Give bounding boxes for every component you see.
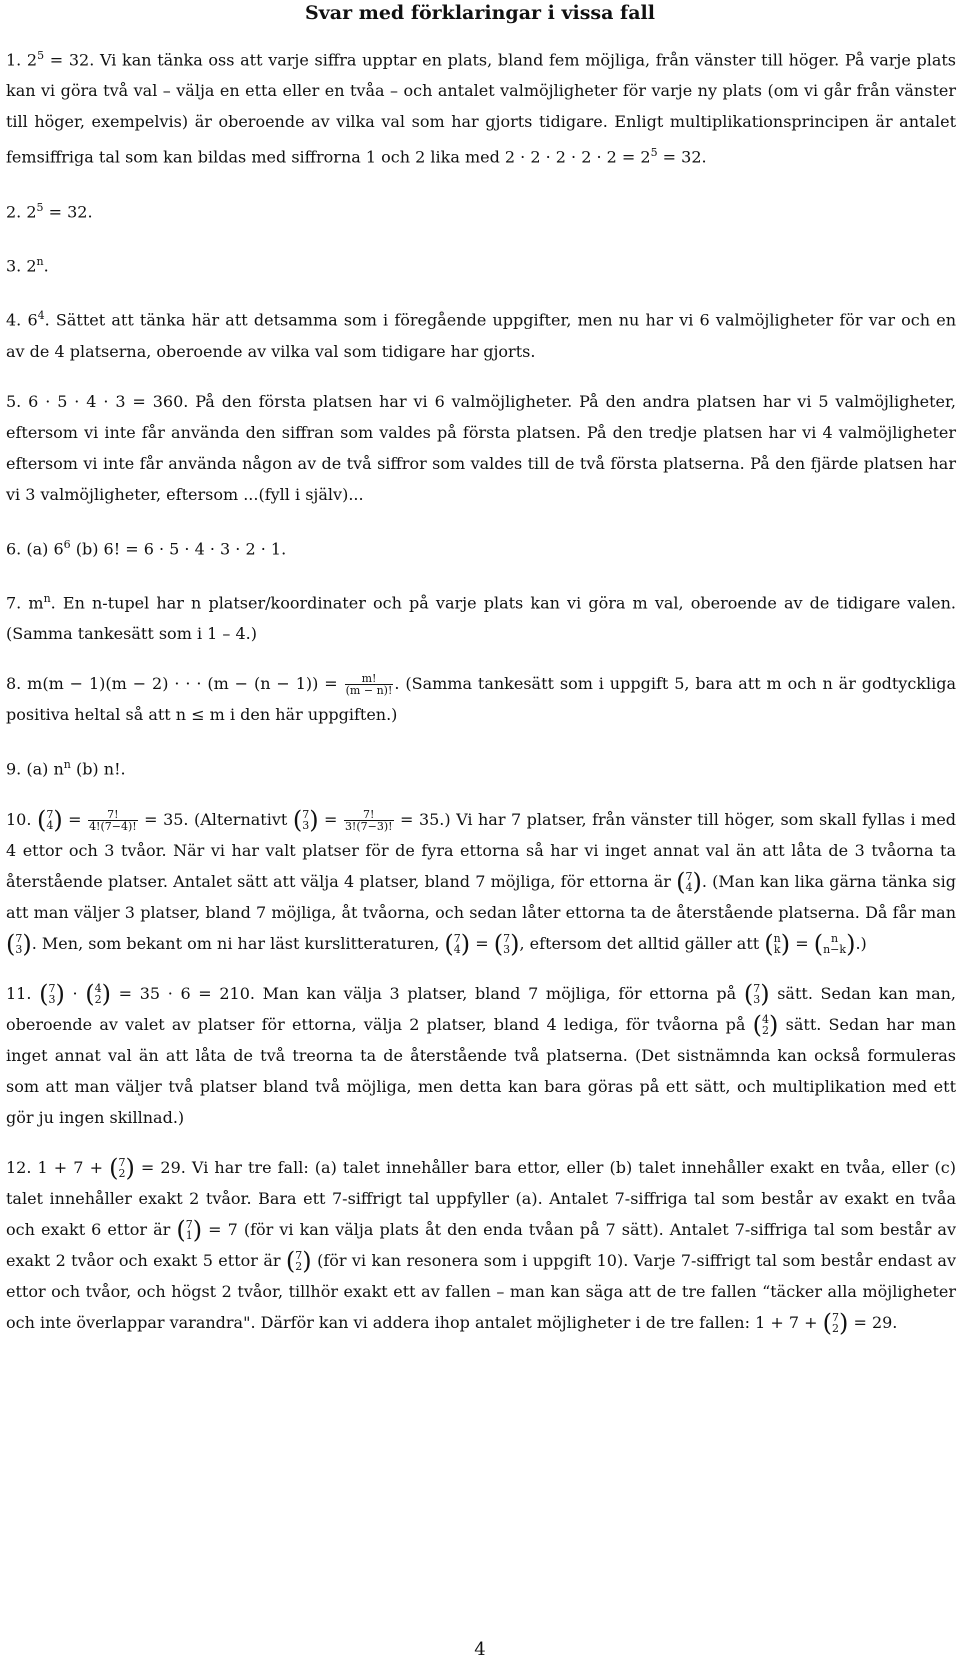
answer-p6 <box>6 529 956 564</box>
text-run: sätt. Sedan kan man, oberoende av valet av platser för ettorna, välja 2 platser, bland 4 lediga, för tvåorna på <box>6 983 957 1034</box>
binomial-top: 7 <box>46 808 54 822</box>
binomial-top: 7 <box>15 932 23 946</box>
fraction <box>344 809 394 832</box>
text-run: = <box>318 809 343 829</box>
binomial-coefficient <box>39 980 65 1009</box>
answer-p4 <box>6 300 956 366</box>
text-run: , eftersom det alltid gäller att <box>519 933 765 953</box>
fraction <box>345 673 394 696</box>
binomial-left-paren: ( <box>676 868 686 897</box>
binomial-bottom: 2 <box>762 1024 770 1038</box>
binomial-left-paren: ( <box>752 1011 763 1040</box>
binomial-top: 4 <box>762 1013 770 1027</box>
binomial-left-paren: ( <box>285 1247 296 1276</box>
answer-p3 <box>6 246 956 281</box>
answer-p11 <box>6 978 956 1133</box>
binomial-right-paren: ) <box>846 930 856 959</box>
text-run: . Men, som bekant om ni har läst kurslitteraturen, <box>31 933 445 953</box>
text-run: 3. 2 <box>6 256 37 276</box>
text-run: (b) 6! = 6 · 5 · 4 · 3 · 2 · 1. <box>70 538 287 558</box>
binomial-top: 7 <box>295 1249 303 1263</box>
binomial-right-paren: ) <box>55 980 65 1009</box>
answer-p12 <box>6 1152 956 1338</box>
binomial-stack <box>774 933 781 955</box>
binomial-top: 7 <box>753 982 761 996</box>
binomial-coefficient <box>752 1011 779 1040</box>
text-run: = 32. Vi kan tänka oss att varje siffra upptar en plats, bland fem möjliga, från vänster till höger. På varje plats kan vi göra två val – välja en etta eller en tvåa – och antalet valmöjligheter för varje ny plats (om vi går från vänster till höger, exempelvis) är oberoende av vilka val som har gjorts tidigare. Enligt multiplikationsprincipen är antalet femsiffriga tal som kan bildas med siffrorna 1 och 2 lika med 2 · 2 · 2 · 2 · 2 = 2 <box>6 50 957 167</box>
binomial-left-paren: ( <box>85 980 95 1009</box>
binomial-top: 7 <box>831 1311 839 1325</box>
binomial-right-paren: ) <box>125 1154 135 1183</box>
exponent: 5 <box>37 49 45 62</box>
answer-p1 <box>6 40 956 173</box>
binomial-right-paren: ) <box>302 1247 312 1276</box>
text-run: sätt. Sedan har man inget annat val än att låta de två treorna ta de återstående två platserna. (Det sistnämnda kan också formuleras som att man väljer två platser bland två möjliga, men detta kan bara göras på ett sätt, och multiplikation med ett gör ju ingen skillnad.) <box>6 1014 957 1127</box>
binomial-top: 7 <box>302 808 310 822</box>
binomial-top: n <box>831 932 839 946</box>
text-run: = 35.) Vi har 7 platser, från vänster till höger, som skall fyllas i med 4 ettor och 3 tvåor. När vi har valt platser för de fyra ettorna så har vi inget annat val än att låta de 3 tvåorna ta återstående platser. Antalet sätt att välja 4 platser, bland 7 möjliga, för ettorna är <box>6 809 957 891</box>
binomial-right-paren: ) <box>769 1011 779 1040</box>
binomial-left-paren: ( <box>6 930 16 959</box>
binomial-top: n <box>773 932 781 946</box>
binomial-coefficient <box>764 930 791 959</box>
binomial-left-paren: ( <box>36 806 47 835</box>
binomial-bottom: 3 <box>753 993 761 1007</box>
text-run: (b) n!. <box>70 759 126 779</box>
binomial-stack <box>186 1219 193 1241</box>
binomial-right-paren: ) <box>309 806 319 835</box>
text-run: = 7 (för vi kan välja plats åt den enda tvåan på 7 sätt). Antalet 7-siffriga tal som består av exakt 2 tvåor och exakt 5 ettor är <box>6 1219 957 1270</box>
answer-p5 <box>6 386 956 510</box>
text-run: 10. <box>6 809 37 829</box>
binomial-coefficient <box>676 868 702 897</box>
text-run: . <box>43 256 49 276</box>
binomial-bottom: 2 <box>118 1167 126 1181</box>
fraction-denominator: (m − n)! <box>345 684 393 698</box>
text-run: 1. 2 <box>6 50 38 70</box>
fraction-denominator: 3!(7−3)! <box>344 819 393 833</box>
binomial-right-paren: ) <box>692 868 702 897</box>
text-run: 6. (a) 6 <box>6 538 64 558</box>
binomial-stack <box>762 1014 769 1036</box>
binomial-stack <box>823 933 846 955</box>
binomial-bottom: 3 <box>503 943 511 957</box>
text-run: (för vi kan resonera som i uppgift 10). Varje 7-siffrigt tal som består endast av ettor och tvåor, och högst 2 tvåor, tillhör exakt ett av fallen – man kan säga att de tre fallen “täcker alla möjligheter och inte överlappar varandra". Därför kan vi addera ihop antalet möjligheter i de tre fallen: 1 + 7 + <box>6 1250 956 1332</box>
binomial-right-paren: ) <box>101 980 111 1009</box>
binomial-bottom: 3 <box>48 993 56 1007</box>
page-title: Svar med förklaringar i vissa fall <box>305 2 655 24</box>
text-run: 12. 1 + 7 + <box>6 1157 110 1177</box>
binomial-left-paren: ( <box>822 1309 832 1338</box>
exponent: 5 <box>650 146 658 160</box>
text-run: 9. (a) n <box>6 759 64 779</box>
text-run: 5. 6 · 5 · 4 · 3 = 360. På den första platsen har vi 6 valmöjligheter. På den andra platsen har vi 5 valmöjligheter, eftersom vi inte får använda den siffran som valdes på första platsen. På den tredje platsen har vi 4 valmöjligheter eftersom vi inte får använda någon av de två siffror som valdes till de två första platserna. På den fjärde platsen har vi 3 valmöjligheter, eftersom ...(fyll i själv)... <box>6 391 956 504</box>
text-run: . En n-tupel har n platser/koordinater och på varje plats kan vi göra m val, oberoende av de tidigare valen. (Samma tankesätt som i 1 – 4.) <box>6 593 956 644</box>
binomial-right-paren: ) <box>780 930 791 959</box>
binomial-coefficient <box>743 980 770 1009</box>
text-run: .) <box>855 933 867 953</box>
binomial-coefficient <box>109 1154 135 1183</box>
binomial-bottom: n−k <box>823 943 847 957</box>
binomial-left-paren: ( <box>176 1216 186 1245</box>
text-run: . (Samma tankesätt som i uppgift 5, bara att m och n är godtyckliga positiva heltal så att n ≤ m i den här uppgiften.) <box>6 674 957 725</box>
document-body <box>6 40 956 1338</box>
text-run: = 32. <box>43 201 93 221</box>
text-run: = <box>62 809 88 829</box>
text-run: · <box>64 983 86 1003</box>
answer-p7 <box>6 583 956 649</box>
binomial-stack <box>454 933 461 955</box>
binomial-left-paren: ( <box>39 980 49 1009</box>
text-run: . (Man kan lika gärna tänka sig att man väljer 3 platser, bland 7 möjliga, åt tvåorna, och sedan låter ettorna ta de återstående platserna. Då får man <box>6 871 957 922</box>
text-run: = 29. Vi har tre fall: (a) talet innehåller bara ettor, eller (b) talet innehåller exakt en tvåa, eller (c) talet innehåller exakt 2 tvåor. Bara ett 7-siffrigt tal uppfyller (a). Antalet 7-siffriga tal som består av exakt en tvåa och exakt 6 ettor är <box>6 1157 957 1239</box>
binomial-right-paren: ) <box>838 1309 849 1338</box>
binomial-stack <box>832 1312 839 1334</box>
exponent: 5 <box>36 200 44 214</box>
binomial-left-paren: ( <box>764 930 774 959</box>
exponent: n <box>43 591 51 605</box>
binomial-bottom: 4 <box>685 881 693 895</box>
text-run: 4. 6 <box>6 310 38 330</box>
binomial-bottom: k <box>773 943 781 957</box>
binomial-left-paren: ( <box>292 806 303 835</box>
fraction-denominator: 4!(7−4)! <box>89 819 137 833</box>
binomial-top: 7 <box>685 870 693 884</box>
binomial-coefficient <box>292 806 319 835</box>
binomial-coefficient <box>285 1247 312 1276</box>
binomial-right-paren: ) <box>510 930 520 959</box>
binomial-coefficient <box>6 930 32 959</box>
text-run: = 32. <box>657 147 707 167</box>
answer-p9 <box>6 749 956 784</box>
fraction-numerator: 7! <box>88 809 138 821</box>
text-run: . Sättet att tänka här att detsamma som i föregående uppgifter, men nu har vi 6 valmöjligheter för var och en av de 4 platserna, oberoende av vilka val som tidigare har gjorts. <box>6 310 957 361</box>
binomial-top: 7 <box>453 932 461 946</box>
binomial-coefficient <box>822 1309 849 1338</box>
text-run: 7. m <box>6 593 44 613</box>
page-number: 4 <box>474 1639 486 1660</box>
binomial-left-paren: ( <box>493 930 504 959</box>
fraction-numerator: 7! <box>344 809 394 821</box>
binomial-bottom: 3 <box>302 819 310 833</box>
exponent: n <box>36 254 44 268</box>
text-run: = <box>790 933 814 953</box>
binomial-coefficient <box>176 1216 203 1245</box>
exponent: 4 <box>37 309 45 323</box>
binomial-coefficient <box>813 930 856 959</box>
answer-p10 <box>6 804 956 959</box>
binomial-right-paren: ) <box>192 1216 203 1245</box>
binomial-coefficient <box>444 930 471 959</box>
answer-p2 <box>6 192 956 227</box>
binomial-left-paren: ( <box>743 980 754 1009</box>
answer-p8 <box>6 668 956 730</box>
binomial-right-paren: ) <box>53 806 63 835</box>
text-run: 2. 2 <box>6 201 37 221</box>
binomial-bottom: 2 <box>831 1322 839 1336</box>
binomial-right-paren: ) <box>22 930 32 959</box>
text-run: = 35. (Alternativt <box>138 809 293 829</box>
binomial-bottom: 3 <box>15 943 23 957</box>
binomial-top: 7 <box>48 982 56 996</box>
binomial-coefficient <box>85 980 111 1009</box>
fraction <box>88 809 138 832</box>
exponent: n <box>63 758 71 772</box>
fraction-numerator: m! <box>345 673 394 685</box>
binomial-bottom: 2 <box>94 993 102 1007</box>
binomial-right-paren: ) <box>760 980 770 1009</box>
binomial-stack <box>95 983 102 1005</box>
text-run: = 29. <box>848 1312 898 1332</box>
binomial-bottom: 4 <box>46 819 54 833</box>
binomial-top: 7 <box>185 1218 193 1232</box>
binomial-top: 7 <box>503 932 511 946</box>
binomial-bottom: 1 <box>185 1229 193 1243</box>
text-run: = <box>470 933 494 953</box>
binomial-bottom: 2 <box>295 1260 303 1274</box>
binomial-left-paren: ( <box>109 1154 119 1183</box>
text-run: = 35 · 6 = 210. Man kan välja 3 platser, bland 7 möjliga, för ettorna på <box>111 983 744 1003</box>
text-run: 8. m(m − 1)(m − 2) · · · (m − (n − 1)) = <box>6 674 344 694</box>
binomial-coefficient <box>36 806 63 835</box>
text-run: 11. <box>6 983 40 1003</box>
binomial-stack <box>686 871 693 893</box>
binomial-coefficient <box>493 930 520 959</box>
exponent: 6 <box>63 537 71 551</box>
binomial-bottom: 4 <box>453 943 461 957</box>
binomial-top: 4 <box>94 982 102 996</box>
binomial-right-paren: ) <box>460 930 471 959</box>
binomial-left-paren: ( <box>444 930 454 959</box>
binomial-left-paren: ( <box>813 930 824 959</box>
binomial-top: 7 <box>118 1156 126 1170</box>
